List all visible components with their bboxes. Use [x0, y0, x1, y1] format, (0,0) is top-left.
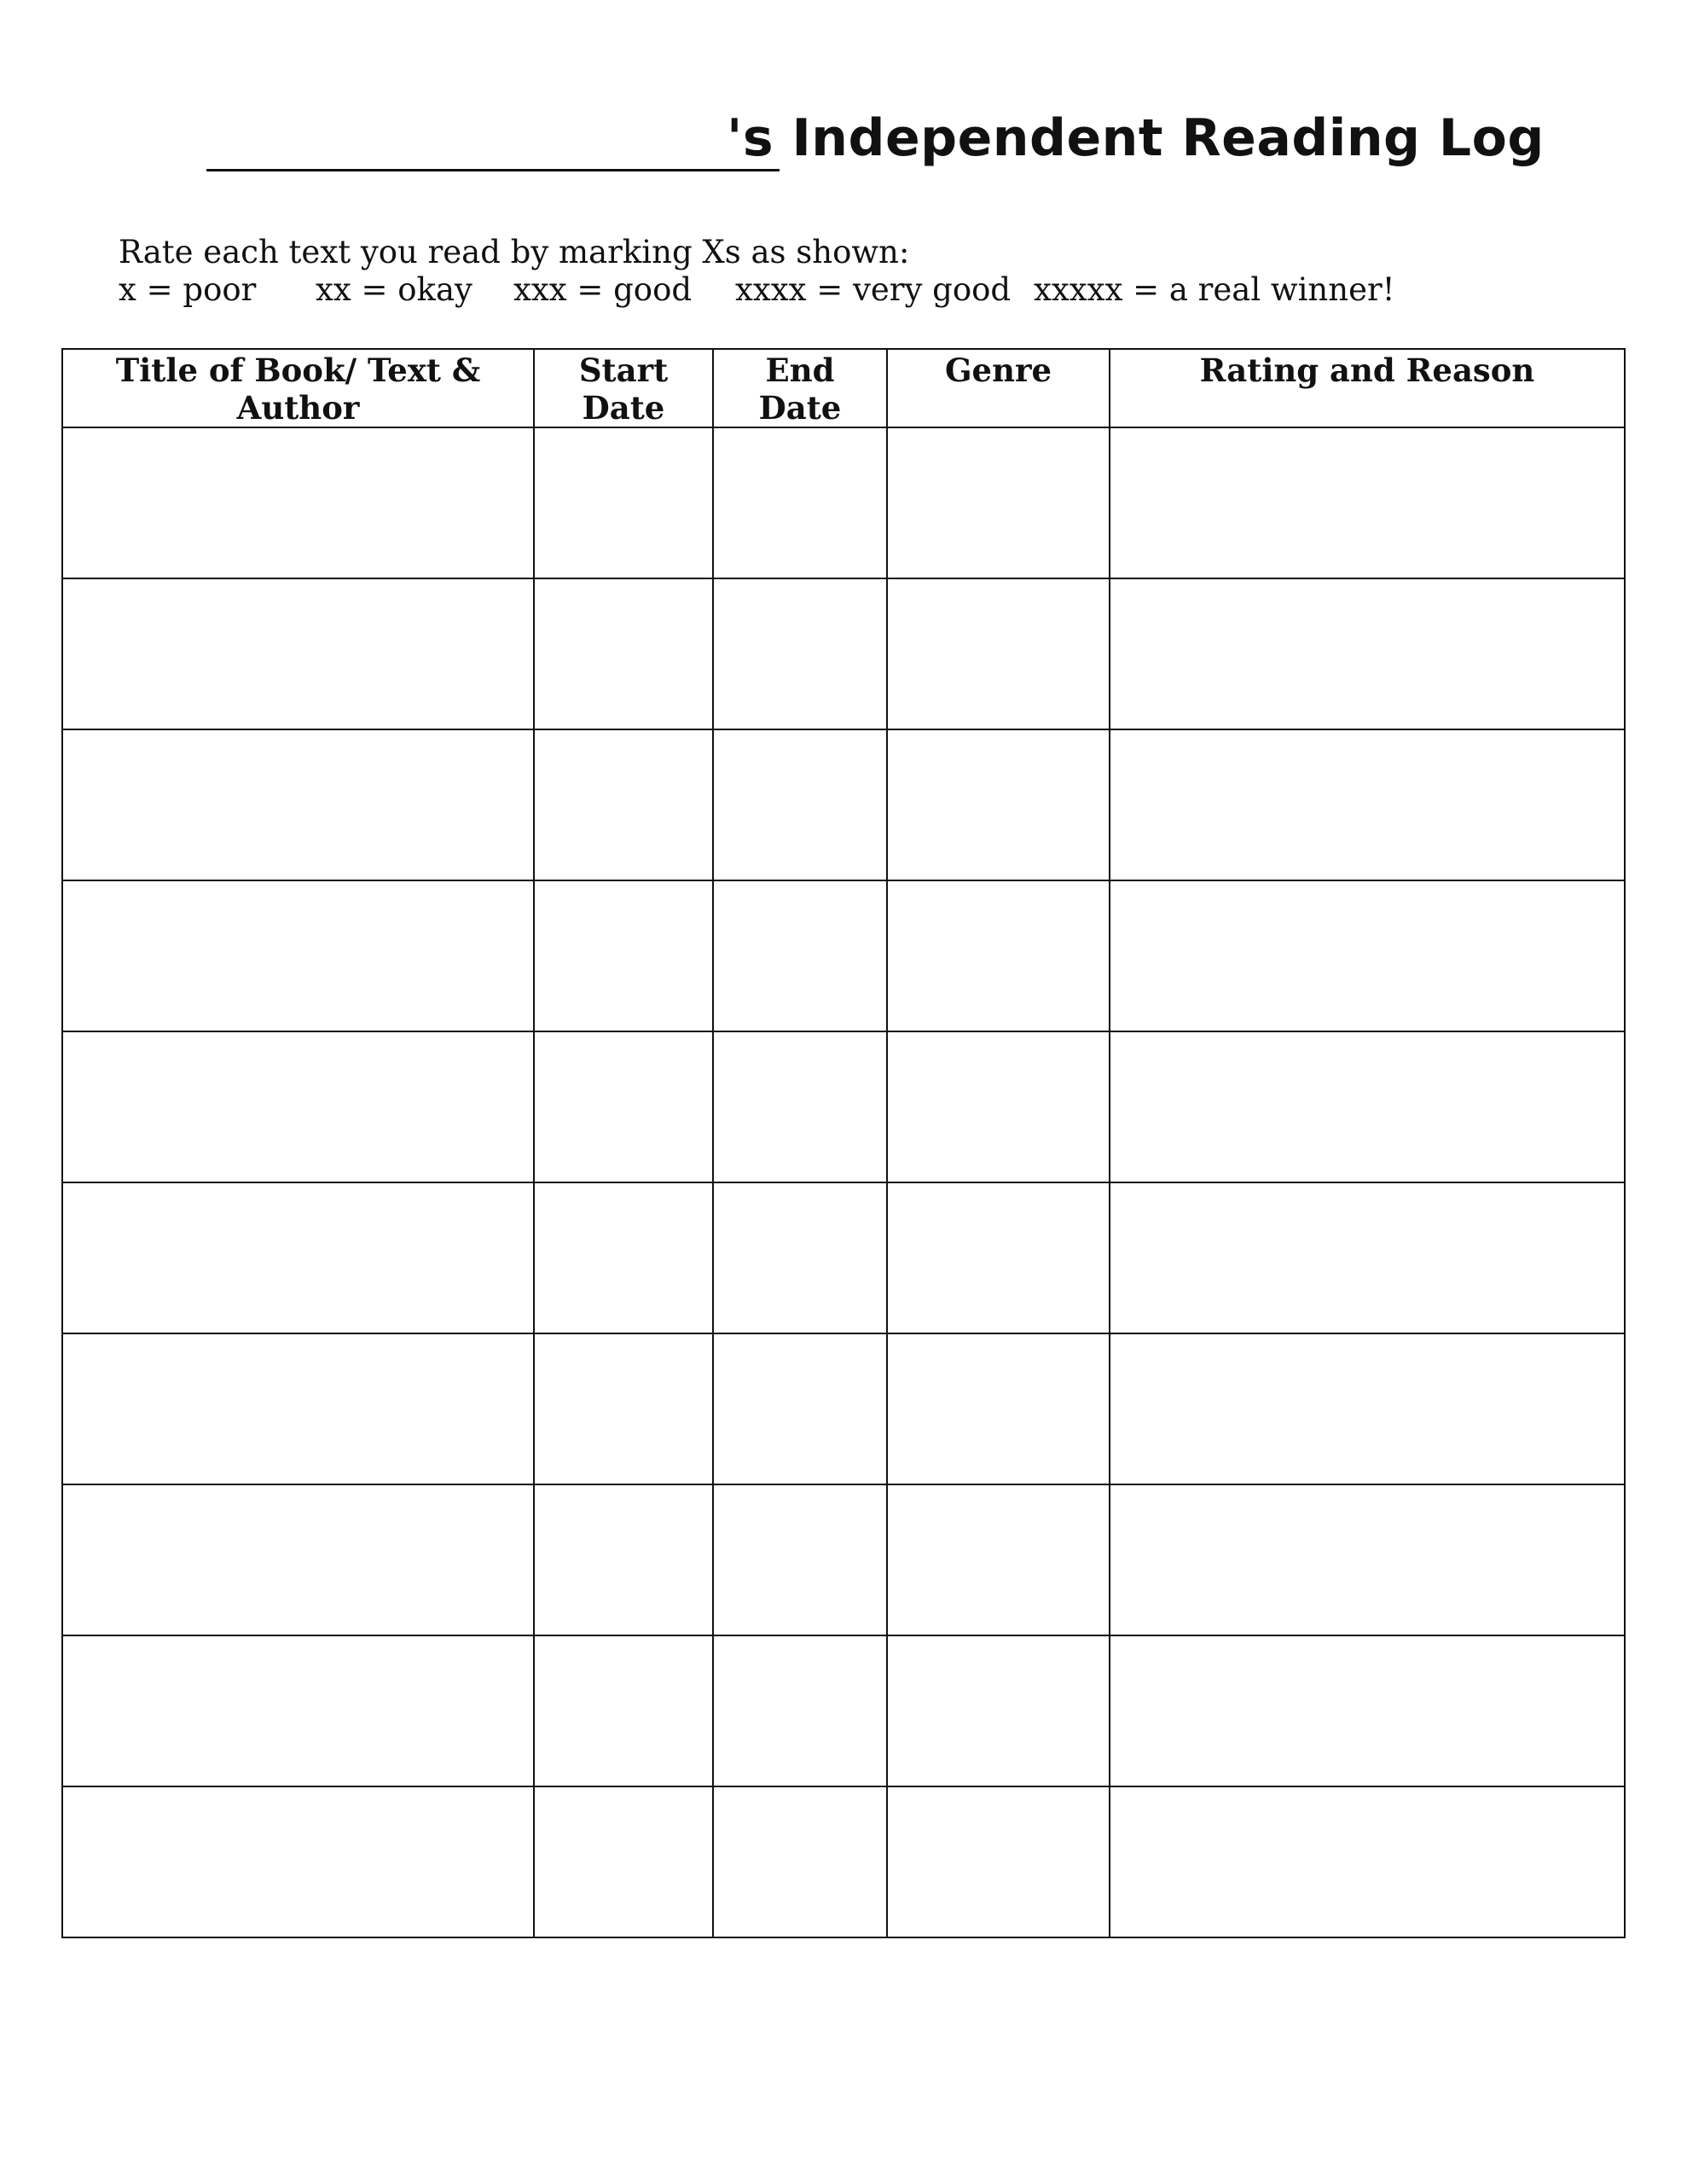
rating-good: xxx = good [513, 271, 693, 308]
column-header-end-date: End Date [713, 349, 887, 427]
rating-okay: xx = okay [316, 271, 472, 308]
rating-reason-cell[interactable] [1110, 880, 1625, 1031]
end-date-cell[interactable] [713, 1333, 887, 1484]
rating-reason-cell[interactable] [1110, 1031, 1625, 1182]
rating-reason-cell[interactable] [1110, 1333, 1625, 1484]
rating-very-good: xxxx = very good [735, 271, 1012, 308]
rating-reason-cell[interactable] [1110, 1484, 1625, 1635]
title-author-cell[interactable] [62, 427, 534, 578]
start-date-cell[interactable] [534, 1333, 713, 1484]
title-author-cell[interactable] [62, 1182, 534, 1333]
table-header-row [62, 349, 1625, 427]
end-date-cell[interactable] [713, 1031, 887, 1182]
title-author-cell[interactable] [62, 1031, 534, 1182]
page-title: 's Independent Reading Log [727, 108, 1545, 168]
table-row [62, 1333, 1625, 1484]
column-header-rating-reason: Rating and Reason [1110, 349, 1625, 427]
end-date-cell[interactable] [713, 1182, 887, 1333]
student-name-line[interactable] [206, 169, 780, 171]
title-author-cell[interactable] [62, 1333, 534, 1484]
end-date-cell[interactable] [713, 1635, 887, 1786]
table-row [62, 729, 1625, 880]
table-row [62, 1786, 1625, 1937]
rating-reason-cell[interactable] [1110, 1786, 1625, 1937]
title-author-cell[interactable] [62, 880, 534, 1031]
table-body [62, 427, 1625, 1937]
title-author-cell[interactable] [62, 1635, 534, 1786]
rating-reason-cell[interactable] [1110, 427, 1625, 578]
title-author-cell[interactable] [62, 1484, 534, 1635]
rating-poor: x = poor [119, 271, 257, 308]
rating-reason-cell[interactable] [1110, 578, 1625, 729]
start-date-cell[interactable] [534, 880, 713, 1031]
table-row [62, 1182, 1625, 1333]
start-date-cell[interactable] [534, 1182, 713, 1333]
start-date-cell[interactable] [534, 1484, 713, 1635]
genre-cell[interactable] [887, 880, 1110, 1031]
rating-key [119, 271, 1395, 309]
column-header-genre: Genre [887, 349, 1110, 427]
start-date-cell[interactable] [534, 1786, 713, 1937]
table-row [62, 880, 1625, 1031]
start-date-cell[interactable] [534, 578, 713, 729]
reading-log-table [61, 348, 1626, 1938]
title-author-cell[interactable] [62, 1786, 534, 1937]
rating-instructions [119, 234, 1395, 309]
end-date-cell[interactable] [713, 880, 887, 1031]
start-date-cell[interactable] [534, 1635, 713, 1786]
end-date-cell[interactable] [713, 1484, 887, 1635]
start-date-cell[interactable] [534, 729, 713, 880]
start-date-cell[interactable] [534, 1031, 713, 1182]
genre-cell[interactable] [887, 427, 1110, 578]
genre-cell[interactable] [887, 1182, 1110, 1333]
table-row [62, 1031, 1625, 1182]
table-row [62, 1635, 1625, 1786]
rating-real-winner: xxxxx = a real winner! [1034, 271, 1395, 308]
column-header-title-author: Title of Book/ Text & Author [62, 349, 534, 427]
genre-cell[interactable] [887, 729, 1110, 880]
end-date-cell[interactable] [713, 578, 887, 729]
column-header-start-date: Start Date [534, 349, 713, 427]
start-date-cell[interactable] [534, 427, 713, 578]
title-author-cell[interactable] [62, 729, 534, 880]
end-date-cell[interactable] [713, 427, 887, 578]
genre-cell[interactable] [887, 1786, 1110, 1937]
table-row [62, 427, 1625, 578]
genre-cell[interactable] [887, 1333, 1110, 1484]
instructions-intro: Rate each text you read by marking Xs as shown: [119, 234, 910, 270]
genre-cell[interactable] [887, 1635, 1110, 1786]
genre-cell[interactable] [887, 1484, 1110, 1635]
table-row [62, 578, 1625, 729]
rating-reason-cell[interactable] [1110, 729, 1625, 880]
genre-cell[interactable] [887, 1031, 1110, 1182]
rating-reason-cell[interactable] [1110, 1182, 1625, 1333]
rating-reason-cell[interactable] [1110, 1635, 1625, 1786]
genre-cell[interactable] [887, 578, 1110, 729]
end-date-cell[interactable] [713, 1786, 887, 1937]
title-author-cell[interactable] [62, 578, 534, 729]
table-row [62, 1484, 1625, 1635]
end-date-cell[interactable] [713, 729, 887, 880]
